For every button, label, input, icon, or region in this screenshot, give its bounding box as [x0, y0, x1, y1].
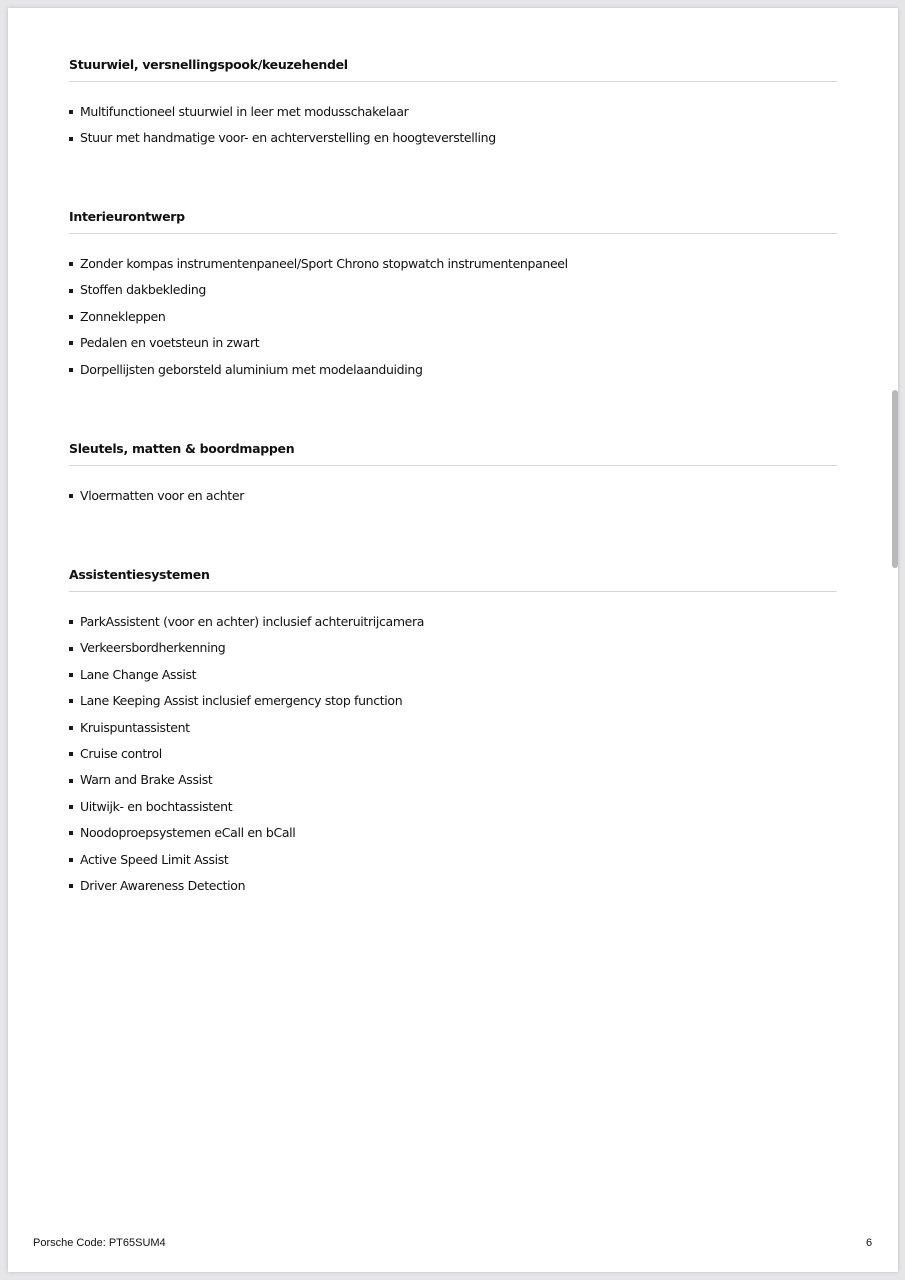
section-assistance: [69, 567, 837, 899]
item-list: [69, 466, 837, 509]
bullet-icon: [69, 726, 73, 730]
bullet-icon: [69, 752, 73, 756]
document-page: [8, 8, 898, 1272]
bullet-icon: [69, 699, 73, 703]
item-text: Multifunctioneel stuurwiel in leer met modusschakelaar: [80, 104, 409, 119]
bullet-icon: [69, 779, 73, 783]
section-interior: [69, 209, 837, 383]
list-item: [69, 99, 837, 125]
list-item: [69, 688, 837, 714]
section-steering: [69, 57, 837, 152]
item-text: Active Speed Limit Assist: [80, 851, 229, 867]
list-item: [69, 662, 837, 688]
list-item: [69, 357, 837, 383]
bullet-icon: [69, 341, 73, 345]
item-text: Vloermatten voor en achter: [80, 488, 244, 503]
item-text: Cruise control: [80, 745, 162, 761]
bullet-icon: [69, 289, 73, 293]
section-title: Stuurwiel, versnellingspook/keuzehendel: [69, 57, 837, 82]
bullet-icon: [69, 494, 73, 498]
item-text: Zonnekleppen: [80, 308, 166, 324]
section-title: Sleutels, matten & boordmappen: [69, 441, 837, 466]
list-item: [69, 794, 837, 820]
item-list: [69, 82, 837, 152]
item-text: Zonder kompas instrumentenpaneel/Sport Chrono stopwatch instrumentenpaneel: [80, 256, 568, 271]
item-list: [69, 592, 837, 899]
list-item: [69, 125, 837, 151]
item-text: Driver Awareness Detection: [80, 877, 246, 893]
list-item: [69, 820, 837, 846]
list-item: [69, 304, 837, 330]
list-item: [69, 767, 837, 793]
item-text: Warn and Brake Assist: [80, 772, 213, 788]
item-text: Dorpellijsten geborsteld aluminium met modelaanduiding: [80, 361, 423, 377]
porsche-code: Porsche Code: PT65SUM4: [33, 1237, 166, 1249]
bullet-icon: [69, 831, 73, 835]
list-item: [69, 609, 837, 635]
item-text: Stuur met handmatige voor- en achterverstelling en hoogteverstelling: [80, 130, 496, 146]
item-text: Kruispuntassistent: [80, 719, 190, 735]
section-title: Interieurontwerp: [69, 209, 837, 234]
bullet-icon: [69, 137, 73, 141]
section-keys-mats: [69, 441, 837, 509]
bullet-icon: [69, 858, 73, 862]
list-item: [69, 277, 837, 303]
item-text: Lane Change Assist: [80, 666, 197, 682]
list-item: [69, 251, 837, 277]
bullet-icon: [69, 620, 73, 624]
list-item: [69, 741, 837, 767]
section-title: Assistentiesystemen: [69, 567, 837, 592]
bullet-icon: [69, 262, 73, 266]
list-item: [69, 483, 837, 509]
bullet-icon: [69, 884, 73, 888]
bullet-icon: [69, 805, 73, 809]
bullet-icon: [69, 647, 73, 651]
item-text: Stoffen dakbekleding: [80, 282, 206, 298]
list-item: [69, 635, 837, 661]
item-text: Uitwijk- en bochtassistent: [80, 798, 233, 814]
bullet-icon: [69, 673, 73, 677]
list-item: [69, 873, 837, 899]
bullet-icon: [69, 110, 73, 114]
item-text: Noodoproepsystemen eCall en bCall: [80, 825, 296, 841]
item-text: Pedalen en voetsteun in zwart: [80, 335, 260, 351]
bullet-icon: [69, 315, 73, 319]
item-text: Verkeersbordherkenning: [80, 640, 226, 656]
list-item: [69, 847, 837, 873]
item-list: [69, 234, 837, 383]
scrollbar-thumb[interactable]: [892, 390, 898, 568]
list-item: [69, 330, 837, 356]
page-number: 6: [866, 1237, 873, 1249]
item-text: Lane Keeping Assist inclusief emergency stop function: [80, 693, 403, 709]
list-item: [69, 715, 837, 741]
bullet-icon: [69, 368, 73, 372]
item-text: ParkAssistent (voor en achter) inclusief achteruitrijcamera: [80, 614, 425, 629]
